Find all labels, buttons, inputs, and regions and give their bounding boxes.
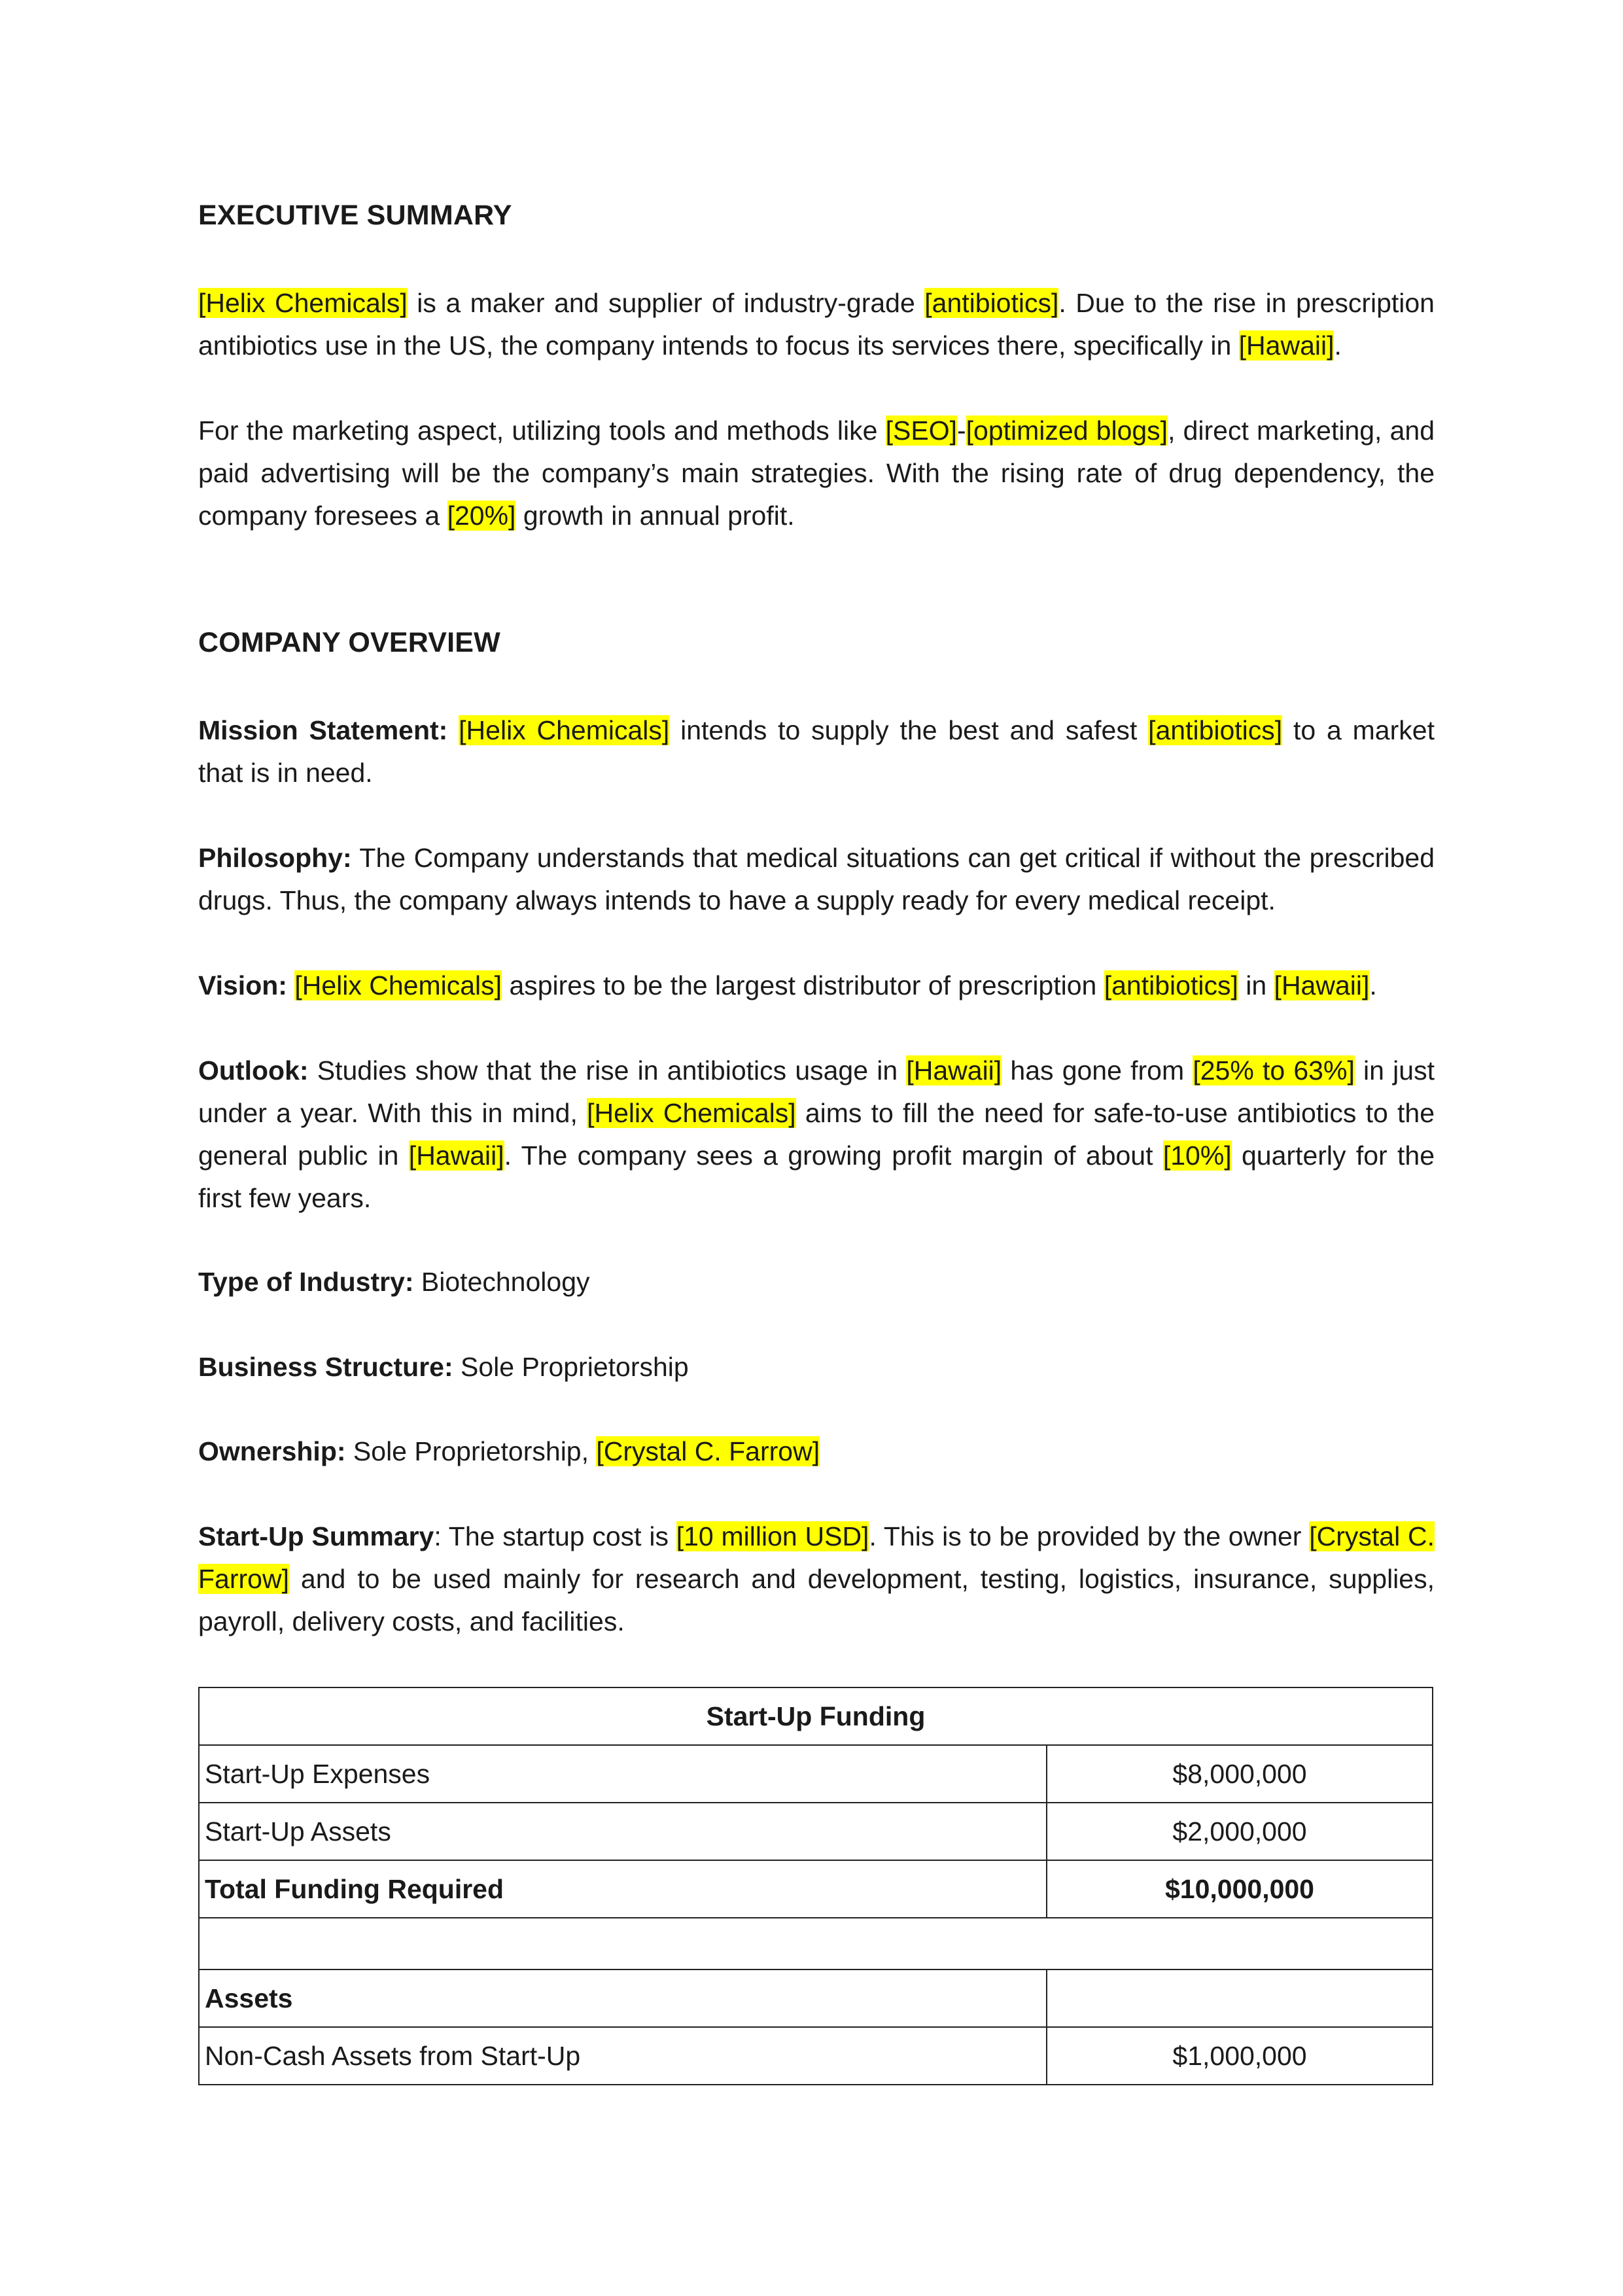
highlight-product: [antibiotics] <box>1148 715 1283 745</box>
row-value: $1,000,000 <box>1047 2027 1433 2085</box>
highlight-blogs: [optimized blogs] <box>966 415 1168 446</box>
highlight-location: [Hawaii] <box>906 1055 1002 1086</box>
row-value: $2,000,000 <box>1047 1803 1433 1860</box>
highlight-location: [Hawaii] <box>1274 970 1370 1000</box>
table-row <box>199 2027 1433 2085</box>
exec-paragraph-1: [Helix Chemicals] is a maker and supplier of industry-grade [antibiotics]. Due to the rise in prescription antibiotics use in the US, the company intends to focus its services there, specifically in [Hawaii]. <box>198 288 1435 361</box>
total-label: Total Funding Required <box>199 1860 1047 1918</box>
row-value: $8,000,000 <box>1047 1745 1433 1803</box>
highlight-owner: [Crystal C. Farrow] <box>596 1436 820 1466</box>
structure-line: Business Structure: Sole Proprietorship <box>198 1352 689 1382</box>
table-title: Start-Up Funding <box>199 1687 1433 1745</box>
row-label: Start-Up Assets <box>199 1803 1047 1860</box>
highlight-location: [Hawaii] <box>1238 330 1335 361</box>
highlight-cost: [10 million USD] <box>676 1521 869 1551</box>
company-overview-heading: COMPANY OVERVIEW <box>198 627 500 658</box>
empty-cell <box>1047 1969 1433 2027</box>
highlight-range: [25% to 63%] <box>1193 1055 1355 1086</box>
table-row-assets-header <box>199 1969 1433 2027</box>
table-title-row <box>199 1687 1433 1745</box>
table-row-total <box>199 1860 1433 1918</box>
highlight-location: [Hawaii] <box>408 1140 504 1171</box>
vision-paragraph: Vision: [Helix Chemicals] aspires to be the largest distributor of prescription [antibiotics] in [Hawaii]. <box>198 970 1377 1000</box>
startup-funding-table <box>198 1687 1433 2085</box>
highlight-company: [Helix Chemicals] <box>587 1098 796 1128</box>
row-label: Start-Up Expenses <box>199 1745 1047 1803</box>
highlight-growth: [20%] <box>447 501 516 531</box>
table-row <box>199 1803 1433 1860</box>
blank-cell <box>199 1918 1433 1969</box>
row-label: Non-Cash Assets from Start-Up <box>199 2027 1047 2085</box>
highlight-company: [Helix Chemicals] <box>459 715 670 745</box>
table-row <box>199 1745 1433 1803</box>
highlight-company: [Helix Chemicals] <box>294 970 502 1000</box>
assets-label: Assets <box>199 1969 1047 2027</box>
table-blank-row <box>199 1918 1433 1969</box>
startup-summary-paragraph: Start-Up Summary: The startup cost is [10 million USD]. This is to be provided by the owner [Crystal C. Farrow] and to be used mainly for research and development, testing, logistics, insurance, supplies, payroll, delivery costs, and facilities. <box>198 1521 1435 1636</box>
highlight-product: [antibiotics] <box>1104 970 1238 1000</box>
outlook-paragraph: Outlook: Studies show that the rise in antibiotics usage in [Hawaii] has gone from [25% to 63%] in just under a year. With this in mind, [Helix Chemicals] aims to fill the need for safe-to-use antibiotics to the general public in [Hawaii]. The company sees a growing profit margin of about [10%] quarterly for the first few years. <box>198 1055 1435 1213</box>
exec-paragraph-2: For the marketing aspect, utilizing tools and methods like [SEO]-[optimized blogs], direct marketing, and paid advertising will be the company’s main strategies. With the rising rate of drug dependency, the company foresees a [20%] growth in annual profit. <box>198 415 1435 531</box>
executive-summary-heading: EXECUTIVE SUMMARY <box>198 200 512 231</box>
highlight-margin: [10%] <box>1162 1140 1232 1171</box>
ownership-line: Ownership: Sole Proprietorship, [Crystal C. Farrow] <box>198 1436 820 1466</box>
highlight-company: [Helix Chemicals] <box>198 288 408 318</box>
highlight-owner: [Crystal C. Farrow] <box>198 1521 1435 1594</box>
mission-paragraph: Mission Statement: [Helix Chemicals] intends to supply the best and safest [antibiotics] to a market that is in need. <box>198 715 1435 788</box>
philosophy-paragraph: Philosophy: The Company understands that medical situations can get critical if without the prescribed drugs. Thus, the company always intends to have a supply ready for every medical receipt. <box>198 843 1435 915</box>
industry-line: Type of Industry: Biotechnology <box>198 1267 590 1297</box>
highlight-seo: [SEO] <box>885 415 957 446</box>
total-value: $10,000,000 <box>1047 1860 1433 1918</box>
highlight-product: [antibiotics] <box>924 288 1059 318</box>
